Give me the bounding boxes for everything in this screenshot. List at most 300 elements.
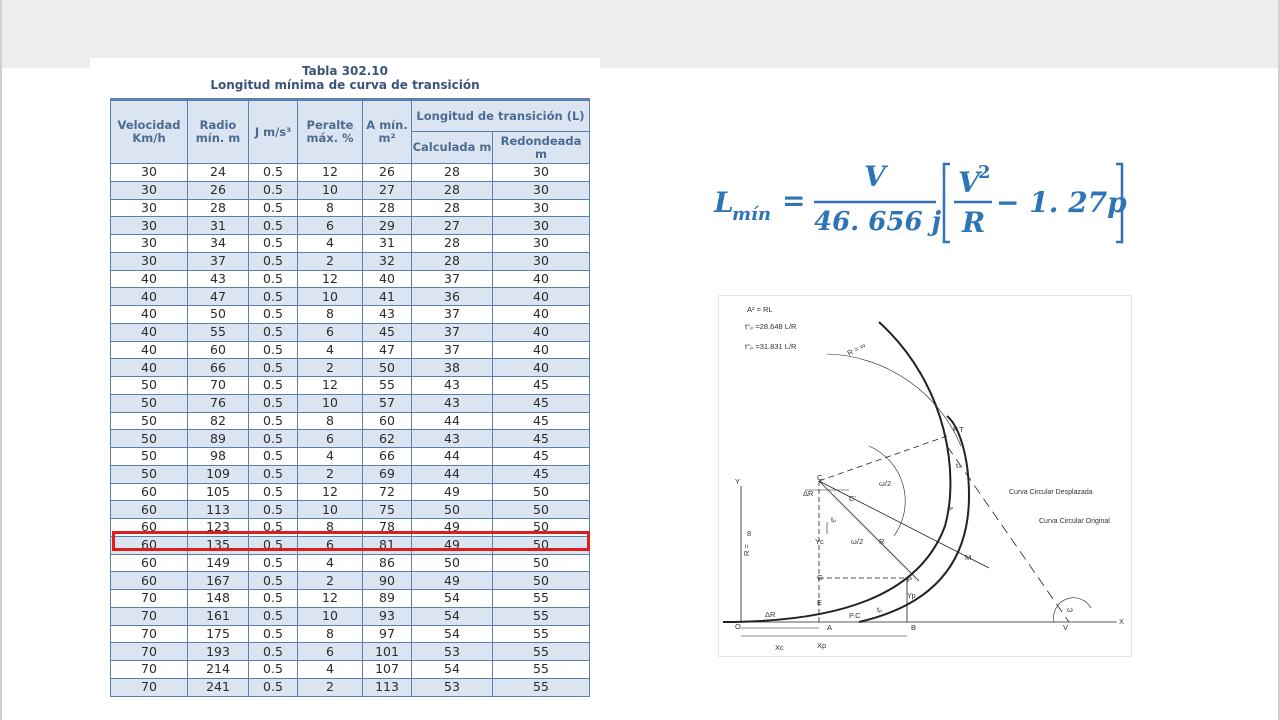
table-cell: 27 [412,217,493,235]
table-cell: 10 [298,501,363,519]
table-cell: 0.5 [249,306,298,324]
table-cell: 47 [363,341,412,359]
table-cell: 66 [188,359,249,377]
header-a-min: A mín. m² [363,100,412,164]
table-cell: 55 [188,323,249,341]
table-row [111,270,590,288]
table-cell: 70 [111,607,188,625]
formula-inner-exp: 2 [978,162,991,183]
table-cell: 40 [111,306,188,324]
table-title: Tabla 302.10 [301,64,389,78]
table-row [111,199,590,217]
table-cell: 241 [188,678,249,696]
table-cell: 50 [493,536,590,554]
table-cell: 193 [188,643,249,661]
diagram-original: Curva Circular Original [1039,518,1110,525]
table-cell: 76 [188,394,249,412]
table-cell: 0.5 [249,288,298,306]
formula-lhs: L [714,186,734,219]
table-cell: 4 [298,554,363,572]
table-cell: 4 [298,448,363,466]
header-redondeada: Redondeada m [493,132,590,164]
table-cell: 40 [111,323,188,341]
formula-denominator: 46. 656 j [814,207,942,237]
table-cell: 4 [298,661,363,679]
diagram-dr2: ΔR [765,610,776,619]
table-cell: 55 [493,643,590,661]
table-cell: 55 [493,607,590,625]
table-cell: 0.5 [249,536,298,554]
diagram-o: O [735,622,741,631]
table-cell: 97 [363,625,412,643]
table-cell: 4 [298,341,363,359]
table-cell: 40 [493,359,590,377]
table-cell: 60 [111,554,188,572]
table-cell: 0.5 [249,341,298,359]
formula-inner-den: R [962,206,986,239]
table-cell: 0.5 [249,359,298,377]
table-cell: 175 [188,625,249,643]
table-cell: 55 [493,625,590,643]
table-cell: 60 [111,572,188,590]
table-cell: 50 [493,554,590,572]
table-row [111,394,590,412]
table-cell: 0.5 [249,572,298,590]
table-cell: 27 [363,181,412,199]
table-cell: 50 [493,572,590,590]
table-cell: 30 [493,217,590,235]
diagram-p: P [907,575,913,584]
table-cell: 28 [188,199,249,217]
table-cell: 135 [188,536,249,554]
diagram-tp: tₚ [831,515,837,524]
table-cell: 0.5 [249,394,298,412]
table-cell: 62 [363,430,412,448]
table-cell: 0.5 [249,430,298,448]
table-cell: 30 [111,217,188,235]
table-cell: 50 [493,519,590,537]
table-row [111,323,590,341]
table-cell: 12 [298,270,363,288]
table-cell: 30 [111,181,188,199]
diagram-pt: P.T [953,425,964,434]
table-cell: 8 [298,625,363,643]
table-cell: 30 [111,199,188,217]
table-cell: 10 [298,394,363,412]
table-cell: 43 [412,377,493,395]
table-cell: 30 [111,164,188,182]
table-cell: 50 [111,448,188,466]
table-cell: 44 [412,465,493,483]
table-cell: 54 [412,625,493,643]
table-row [111,412,590,430]
table-cell: 26 [363,164,412,182]
diagram-eq2: t°ₚ =28.648 L/R [745,322,797,331]
formula-equals: = [782,184,806,217]
transition-table-panel [90,58,600,720]
diagram-arc-outer [827,354,961,446]
diagram-radius-p [819,481,919,581]
table-cell: 70 [111,643,188,661]
table-cell: 54 [412,661,493,679]
table-cell: 0.5 [249,235,298,253]
table-cell: 6 [298,536,363,554]
table-cell: 40 [111,359,188,377]
table-cell: 0.5 [249,678,298,696]
table-cell: 105 [188,483,249,501]
table-cell: 43 [363,306,412,324]
table-cell: 45 [493,448,590,466]
table-row [111,483,590,501]
transition-length-formula [712,160,1132,246]
diagram-w2b: ω/2 [851,537,864,546]
table-cell: 30 [493,181,590,199]
table-cell: 75 [363,501,412,519]
formula-tail: − 1. 27p [996,186,1127,219]
table-cell: 2 [298,252,363,270]
table-cell: 30 [493,164,590,182]
table-cell: 50 [188,306,249,324]
header-velocidad: Velocidad Km/h [111,100,188,164]
table-cell: 29 [363,217,412,235]
table-cell: 93 [363,607,412,625]
table-cell: 44 [412,448,493,466]
table-cell: 37 [412,341,493,359]
table-cell: 24 [188,164,249,182]
table-row [111,643,590,661]
transition-length-table [110,98,590,697]
table-cell: 8 [298,519,363,537]
table-cell: 50 [493,483,590,501]
table-cell: 40 [493,270,590,288]
diagram-p-prime: P' [947,505,954,514]
table-cell: 69 [363,465,412,483]
header-radio: Radio mín. m [188,100,249,164]
header-calculada: Calculada m [412,132,493,164]
diagram-a: A [827,623,833,632]
table-cell: 12 [298,164,363,182]
formula-svg [712,160,1132,246]
table-row [111,572,590,590]
table-cell: 41 [363,288,412,306]
table-cell: 40 [493,288,590,306]
diagram-yp: Yp [907,591,916,600]
table-row [111,678,590,696]
table-cell: 49 [412,519,493,537]
table-cell: 10 [298,288,363,306]
table-cell: 0.5 [249,625,298,643]
diagram-tp2: tₚ [877,605,883,614]
table-cell: 45 [493,377,590,395]
table-cell: 40 [111,288,188,306]
diagram-y: Y [735,477,741,486]
table-cell: 70 [111,678,188,696]
table-cell: 30 [111,252,188,270]
table-cell: 34 [188,235,249,253]
table-cell: 49 [412,572,493,590]
diagram-svg [719,296,1131,656]
formula-left-bracket [944,164,950,242]
table-cell: 60 [111,501,188,519]
diagram-g: G [817,573,823,582]
table-row [111,448,590,466]
table-cell: 70 [188,377,249,395]
table-cell: 0.5 [249,448,298,466]
table-cell: 0.5 [249,519,298,537]
diagram-dr: ΔR [803,489,814,498]
diagram-r-vert: R = [742,544,751,556]
diagram-ts: tₛ [956,461,961,470]
diagram-desplazada: Curva Circular Desplazada [1009,489,1093,496]
table-cell: 60 [111,519,188,537]
table-cell: 6 [298,323,363,341]
table-cell: 36 [412,288,493,306]
table-cell: 32 [363,252,412,270]
table-row [111,306,590,324]
diagram-x: X [1119,617,1125,626]
table-row [111,359,590,377]
table-cell: 148 [188,590,249,608]
table-cell: 28 [412,252,493,270]
table-cell: 28 [412,181,493,199]
table-cell: 0.5 [249,252,298,270]
diagram-b: B [911,623,917,632]
table-cell: 50 [111,377,188,395]
table-cell: 50 [363,359,412,377]
table-cell: 0.5 [249,377,298,395]
table-cell: 149 [188,554,249,572]
diagram-m: M [965,553,972,562]
table-cell: 55 [363,377,412,395]
table-cell: 50 [111,430,188,448]
table-cell: 30 [493,252,590,270]
table-cell: 40 [493,323,590,341]
table-cell: 60 [363,412,412,430]
table-cell: 31 [363,235,412,253]
table-cell: 53 [412,678,493,696]
table-cell: 0.5 [249,483,298,501]
table-cell: 89 [363,590,412,608]
table-cell: 0.5 [249,643,298,661]
table-cell: 2 [298,572,363,590]
table-cell: 44 [412,412,493,430]
table-cell: 0.5 [249,323,298,341]
table-row [111,590,590,608]
table-body [111,164,590,697]
table-cell: 89 [188,430,249,448]
formula-lhs-sub: mín [732,204,771,225]
table-cell: 50 [412,501,493,519]
left-edge [0,0,2,720]
table-cell: 72 [363,483,412,501]
table-row [111,661,590,679]
table-cell: 70 [111,661,188,679]
table-row [111,465,590,483]
table-cell: 8 [298,412,363,430]
table-row [111,288,590,306]
table-cell: 60 [188,341,249,359]
formula-inner-num: V [958,166,980,199]
table-cell: 2 [298,678,363,696]
table-cell: 60 [111,536,188,554]
table-cell: 50 [111,465,188,483]
table-cell: 10 [298,607,363,625]
table-cell: 38 [412,359,493,377]
table-cell: 31 [188,217,249,235]
table-cell: 0.5 [249,181,298,199]
diagram-8: 8 [747,529,752,538]
table-cell: 0.5 [249,661,298,679]
diagram-c: C [817,473,823,482]
table-cell: 8 [298,306,363,324]
table-cell: 43 [188,270,249,288]
table-cell: 78 [363,519,412,537]
table-cell: 0.5 [249,199,298,217]
diagram-e: E [817,598,823,607]
table-row [111,164,590,182]
table-cell: 53 [412,643,493,661]
table-cell: 90 [363,572,412,590]
table-cell: 70 [111,590,188,608]
table-cell: 54 [412,590,493,608]
table-cell: 45 [363,323,412,341]
table-cell: 0.5 [249,501,298,519]
table-cell: 40 [493,306,590,324]
table-cell: 123 [188,519,249,537]
table-cell: 50 [111,394,188,412]
diagram-r-inf: R = ∞ [845,340,867,358]
diagram-radius-line [819,481,989,568]
table-cell: 49 [412,536,493,554]
diagram-w: ω [1067,605,1073,614]
table-cell: 167 [188,572,249,590]
table-cell: 6 [298,643,363,661]
table-cell: 70 [111,625,188,643]
table-cell: 28 [363,199,412,217]
table-cell: 50 [493,501,590,519]
table-cell: 30 [493,199,590,217]
table-cell: 113 [363,678,412,696]
table-cell: 55 [493,661,590,679]
table-row [111,377,590,395]
diagram-r: R [879,537,885,546]
table-cell: 30 [111,235,188,253]
table-cell: 0.5 [249,590,298,608]
diagram-transition-curve [723,322,950,622]
table-row [111,252,590,270]
table-cell: 82 [188,412,249,430]
table-cell: 50 [111,412,188,430]
table-cell: 40 [493,341,590,359]
table-row [111,217,590,235]
table-row [111,235,590,253]
table-cell: 98 [188,448,249,466]
table-row [111,625,590,643]
table-cell: 57 [363,394,412,412]
table-cell: 4 [298,235,363,253]
header-longitud: Longitud de transición (L) [412,100,590,132]
table-cell: 101 [363,643,412,661]
table-cell: 55 [493,678,590,696]
table-cell: 66 [363,448,412,466]
table-cell: 43 [412,430,493,448]
diagram-c2: C' [849,494,856,503]
table-cell: 113 [188,501,249,519]
table-cell: 49 [412,483,493,501]
table-cell: 26 [188,181,249,199]
table-cell: 37 [188,252,249,270]
table-cell: 0.5 [249,465,298,483]
diagram-xc: Xc [775,643,784,652]
diagram-eq1: A² = RL [747,305,773,314]
table-cell: 2 [298,465,363,483]
table-cell: 0.5 [249,217,298,235]
highlight-row-box [112,531,590,551]
diagram-eq3: t°ₚ =31.831 L/R [745,342,797,351]
table-cell: 45 [493,412,590,430]
diagram-tangent-dash [819,436,947,481]
table-cell: 50 [412,554,493,572]
table-row [111,430,590,448]
table-cell: 43 [412,394,493,412]
table-cell: 0.5 [249,412,298,430]
diagram-w2a: ω/2 [879,479,892,488]
table-cell: 161 [188,607,249,625]
table-cell: 214 [188,661,249,679]
table-cell: 40 [111,341,188,359]
formula-numerator: V [864,160,886,193]
table-cell: 45 [493,394,590,412]
table-row [111,181,590,199]
table-row [111,501,590,519]
table-cell: 10 [298,181,363,199]
diagram-xp: Xp [817,641,827,650]
table-cell: 12 [298,590,363,608]
diagram-yc: Yc [815,537,824,546]
table-cell: 55 [493,590,590,608]
table-cell: 40 [111,270,188,288]
table-cell: 28 [412,199,493,217]
table-row [111,607,590,625]
table-cell: 45 [493,430,590,448]
table-cell: 37 [412,306,493,324]
table-cell: 86 [363,554,412,572]
table-cell: 0.5 [249,164,298,182]
table-cell: 28 [412,164,493,182]
table-cell: 45 [493,465,590,483]
table-cell: 0.5 [249,270,298,288]
diagram-pc: P.C [849,611,861,620]
table-cell: 0.5 [249,607,298,625]
diagram-v: V [1063,623,1069,632]
table-row [111,341,590,359]
table-cell: 60 [111,483,188,501]
table-cell: 37 [412,270,493,288]
table-cell: 0.5 [249,554,298,572]
table-cell: 8 [298,199,363,217]
table-cell: 30 [493,235,590,253]
transition-curve-diagram [718,295,1132,657]
table-cell: 37 [412,323,493,341]
table-subtitle: Longitud mínima de curva de transición [210,78,480,92]
table-cell: 12 [298,483,363,501]
table-cell: 40 [363,270,412,288]
table-cell: 2 [298,359,363,377]
table-cell: 109 [188,465,249,483]
table-cell: 47 [188,288,249,306]
table-cell: 28 [412,235,493,253]
table-cell: 107 [363,661,412,679]
